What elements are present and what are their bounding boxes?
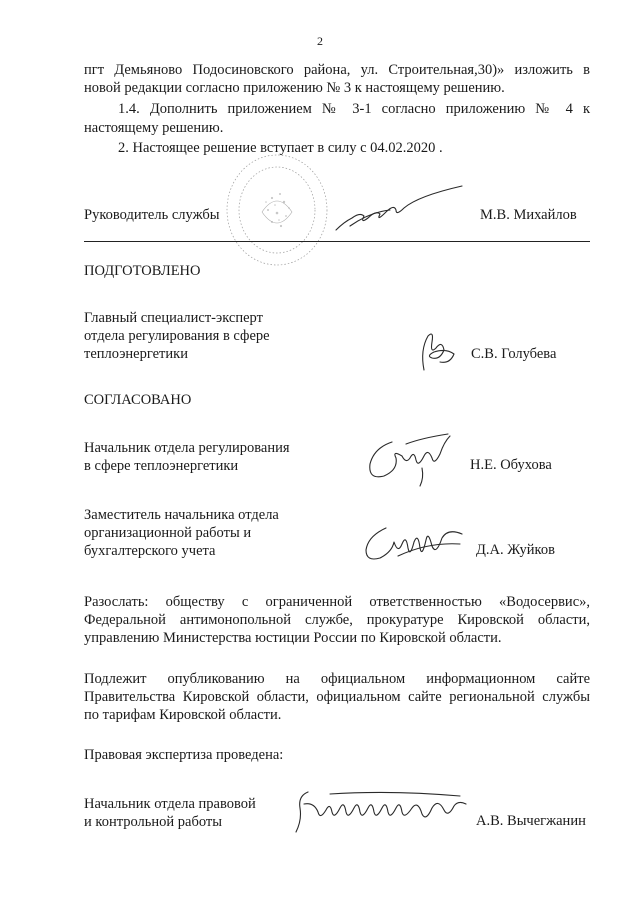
agreed-person2-name: Д.А. Жуйков bbox=[476, 542, 555, 558]
legal-review-name: А.В. Вычегжанин bbox=[476, 813, 586, 829]
publication-line-3: по тарифам Кировской области. bbox=[84, 707, 282, 723]
prepared-position-line-1: Главный специалист-эксперт bbox=[84, 310, 263, 326]
page-number: 2 bbox=[317, 34, 323, 48]
head-position: Руководитель службы bbox=[84, 207, 220, 223]
legal-review-position-line-2: и контрольной работы bbox=[84, 814, 222, 830]
head-signature bbox=[330, 182, 470, 237]
separator-line bbox=[84, 241, 590, 242]
agreed-person2-signature bbox=[358, 518, 468, 568]
paragraph-1-line-1: пгт Демьяново Подосиновского района, ул. Строительная,30)» изложить в bbox=[84, 62, 590, 78]
prepared-heading: ПОДГОТОВЛЕНО bbox=[84, 263, 201, 279]
prepared-position-line-3: теплоэнергетики bbox=[84, 346, 188, 362]
official-stamp bbox=[222, 150, 332, 270]
prepared-name: С.В. Голубева bbox=[471, 346, 557, 362]
legal-review-signature bbox=[290, 786, 470, 836]
agreed-person1-position-line-1: Начальник отдела регулирования bbox=[84, 440, 290, 456]
prepared-position-line-2: отдела регулирования в сфере bbox=[84, 328, 270, 344]
paragraph-1-line-2: новой редакции согласно приложению № 3 к настоящему решению. bbox=[84, 80, 505, 96]
paragraph-2-line-2: настоящему решению. bbox=[84, 120, 224, 136]
publication-line-1: Подлежит опубликованию на официальном информационном сайте bbox=[84, 671, 590, 687]
agreed-heading: СОГЛАСОВАНО bbox=[84, 392, 192, 408]
agreed-person2-position-line-1: Заместитель начальника отдела bbox=[84, 507, 279, 523]
paragraph-3: 2. Настоящее решение вступает в силу с 04.02.2020 . bbox=[118, 140, 443, 156]
agreed-person1-name: Н.Е. Обухова bbox=[470, 457, 552, 473]
head-name: М.В. Михайлов bbox=[480, 207, 577, 223]
paragraph-2-line-1: 1.4. Дополнить приложением № 3-1 согласно приложению № 4 к bbox=[118, 101, 590, 117]
distribution-line-2: Федеральной антимонопольной службе, прокуратуре Кировской области, bbox=[84, 612, 590, 628]
prepared-signature bbox=[410, 330, 460, 375]
distribution-line-3: управлению Министерства юстиции России по Кировской области. bbox=[84, 630, 502, 646]
legal-review-position-line-1: Начальник отдела правовой bbox=[84, 796, 256, 812]
agreed-person2-position-line-2: организационной работы и bbox=[84, 525, 252, 541]
agreed-person1-position-line-2: в сфере теплоэнергетики bbox=[84, 458, 239, 474]
agreed-person1-signature bbox=[362, 428, 462, 488]
distribution-line-1: Разослать: обществу с ограниченной ответственностью «Водосервис», bbox=[84, 594, 590, 610]
legal-review-statement: Правовая экспертиза проведена: bbox=[84, 747, 284, 763]
publication-line-2: Правительства Кировской области, официальном сайте региональной службы bbox=[84, 689, 590, 705]
agreed-person2-position-line-3: бухгалтерского учета bbox=[84, 543, 216, 559]
